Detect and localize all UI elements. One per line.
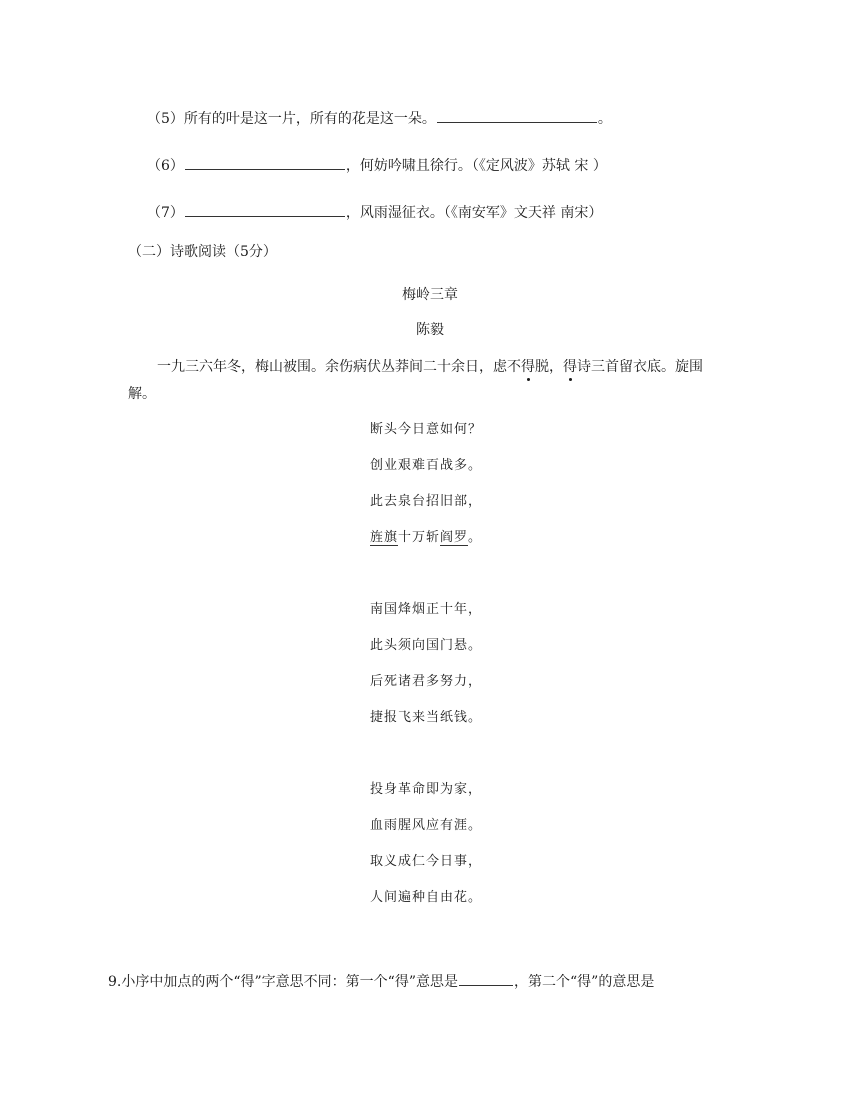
q5-end: 。 [597, 111, 612, 127]
q7-text: ，风雨湿征衣。（《南安军》文天祥 南宋） [345, 205, 603, 221]
stanza1-line2: 创业艰难百战多。 [370, 458, 483, 473]
q5-blank[interactable] [437, 108, 597, 123]
poem-title: 梅岭三章 [402, 287, 458, 303]
line4-end: 。 [468, 530, 483, 545]
stanza3-line1: 投身革命即为家， [370, 782, 483, 797]
preface-continuation: 解。 [128, 386, 156, 402]
stanza3-line2: 血雨腥风应有涯。 [370, 818, 483, 833]
fill-in-q6 [147, 155, 607, 176]
poem-author: 陈毅 [416, 322, 444, 338]
q9-part2: ，第二个“得”的意思是 [514, 974, 655, 990]
q6-text: ，何妨吟啸且徐行。（《定风波》苏轼 宋 ） [345, 158, 607, 174]
stanza2-line1: 南国烽烟正十年， [370, 602, 483, 617]
stanza-gap [370, 564, 482, 600]
q9-blank-1[interactable] [459, 971, 513, 986]
stanza1-line3: 此去泉台招旧部， [370, 494, 483, 509]
preface-part3: 诗三首留衣底。旋围 [577, 359, 703, 375]
stanza1-line4 [370, 528, 482, 564]
stanza3-line4: 人间遍种自由花。 [370, 890, 483, 905]
poem-preface [157, 357, 703, 377]
stanza1-line1: 断头今日意如何？ [370, 422, 483, 437]
underlined-word-jingqi: 旌旗 [370, 530, 399, 545]
dotted-char-1: 得 [521, 359, 535, 375]
stanza2-line3: 后死诸君多努力， [370, 674, 483, 689]
q5-number: （5） [147, 111, 184, 127]
line4-middle: 十万斩 [398, 530, 441, 545]
q6-blank[interactable] [185, 155, 345, 170]
question-9 [108, 971, 654, 992]
q5-text: 所有的叶是这一片，所有的花是这一朵。 [183, 111, 436, 127]
stanza-gap [370, 744, 482, 780]
stanza3-line3: 取义成仁今日事， [370, 854, 483, 869]
preface-part1: 一九三六年冬，梅山被围。余伤病伏丛莽间二十余日，虑不 [157, 359, 521, 375]
poem-body [370, 420, 482, 924]
q7-number: （7） [147, 205, 184, 221]
q9-part1: 9.小序中加点的两个“得”字意思不同：第一个“得”意思是 [108, 974, 458, 990]
preface-part2: 脱， [535, 359, 563, 375]
fill-in-q7 [147, 202, 602, 223]
stanza2-line2: 此头须向国门悬。 [370, 638, 483, 653]
dotted-char-2: 得 [563, 359, 577, 375]
stanza2-line4: 捷报飞来当纸钱。 [370, 710, 483, 725]
q6-number: （6） [147, 158, 184, 174]
q7-blank[interactable] [185, 202, 345, 217]
fill-in-q5 [147, 108, 612, 129]
underlined-word-yanluo: 阎罗 [440, 530, 469, 545]
section-heading: （二）诗歌阅读（5分） [128, 244, 277, 260]
